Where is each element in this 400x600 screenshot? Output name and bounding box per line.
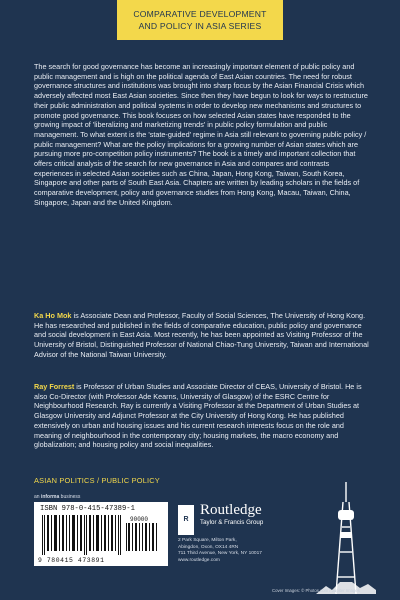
barcode-digits: 9 780415 473891 xyxy=(38,557,105,564)
address-line-1: 2 Park Square, Milton Park, xyxy=(178,538,237,543)
barcode-addon: 90000 xyxy=(130,516,149,523)
publisher-block xyxy=(178,502,318,563)
author-bio-text-2: is Professor of Urban Studies and Associate Director of CEAS, University of Bristol. He is also Co-Director (with Professor Ade Kearns, University of Glasgow) of the ESRC Centre for Neighbourhood Research. Ray is currently a Visiting Professor at the Department of Urban Studies at Glasgow University and Adjunct Professor at the City University of Hong Kong. He has published extensively on urban and housing issues and his current research interests focus on the role and meaning of neighbourhood in the contemporary city; housing markets, the macro economy and globalization; and housing policy and social inequalities. xyxy=(34,382,362,450)
book-description: The search for good governance has become an increasingly important element of public policy and public management and is high on the political agenda of East Asian countries. The need for robust governance structures and institutions was brought into sharp focus by the Asian Financial Crisis which adversely affected most East Asian societies. Since then they have begun to look for ways to restructure their public administration and political systems in order to develop new mechanisms and structures to promote good governance. This book focuses on how selected Asian states have responded to the growing impact of 'liberalizing and marketizing trends' in public policy formulation and public management. To what extent is the 'state-guided' regime in Asia still relevant to governing public policy / public management? What are the policy implications for a growing number of Asian states which are pursuing more pro-competition policy instruments? The book is a timely and important collection that offers critical analysis of the search for new governance in Asia and compares and contrasts experiences in selected Asian societies such as China, Japan, Hong Kong, Taiwan, South Korea, Singapore and other parts of South East Asia. Chapters are written by leading scholars in the fields of comparative development, policy and governance studies from Hong Kong, Macau, Taiwan, China, Singapore, Japan and the United Kingdom. xyxy=(34,62,368,207)
informa-prefix: an xyxy=(34,494,41,500)
informa-brand: informa xyxy=(40,494,60,500)
informa-label xyxy=(34,494,80,500)
publisher-name: Routledge xyxy=(200,502,262,518)
publisher-address xyxy=(178,538,262,564)
informa-suffix: business xyxy=(59,494,81,500)
series-title-line2: AND POLICY IN ASIA SERIES xyxy=(138,21,262,31)
address-line-2: Abingdon, Oxon, OX14 4RN xyxy=(178,544,239,550)
cover-image-credit: Cover Images: © Photos.com / Jupiter Images xyxy=(272,588,360,593)
subject-category: ASIAN POLITICS / PUBLIC POLICY xyxy=(34,476,160,485)
address-line-4: www.routledge.com xyxy=(178,557,220,563)
routledge-logo-icon: R xyxy=(178,505,194,535)
tower-image xyxy=(316,482,376,594)
series-banner xyxy=(117,0,283,40)
barcode xyxy=(34,502,168,566)
isbn-text: ISBN 978-0-415-47389-1 xyxy=(40,505,135,513)
address-line-3: 711 Third Avenue, New York, NY 10017 xyxy=(178,551,262,557)
author-bio-text-1: is Associate Dean and Professor, Faculty of Social Sciences, The University of Hong Kong. He has researched and published in the fields of comparative education, public policy and governance and social development in East Asia. Most recently, he has been appointed as Visiting Professor of the University of Bristol, Distinguished Professor of National Chiao-Tung University, Taiwan and International Advisor of the National Taiwan University. xyxy=(34,311,369,359)
author-bio-1 xyxy=(34,311,370,360)
publisher-group: Taylor & Francis Group xyxy=(200,519,264,526)
author-bio-2 xyxy=(34,382,370,450)
series-title-line1: COMPARATIVE DEVELOPMENT xyxy=(133,9,267,19)
author-name-1: Ka Ho Mok xyxy=(34,311,72,320)
author-name-2: Ray Forrest xyxy=(34,382,75,391)
